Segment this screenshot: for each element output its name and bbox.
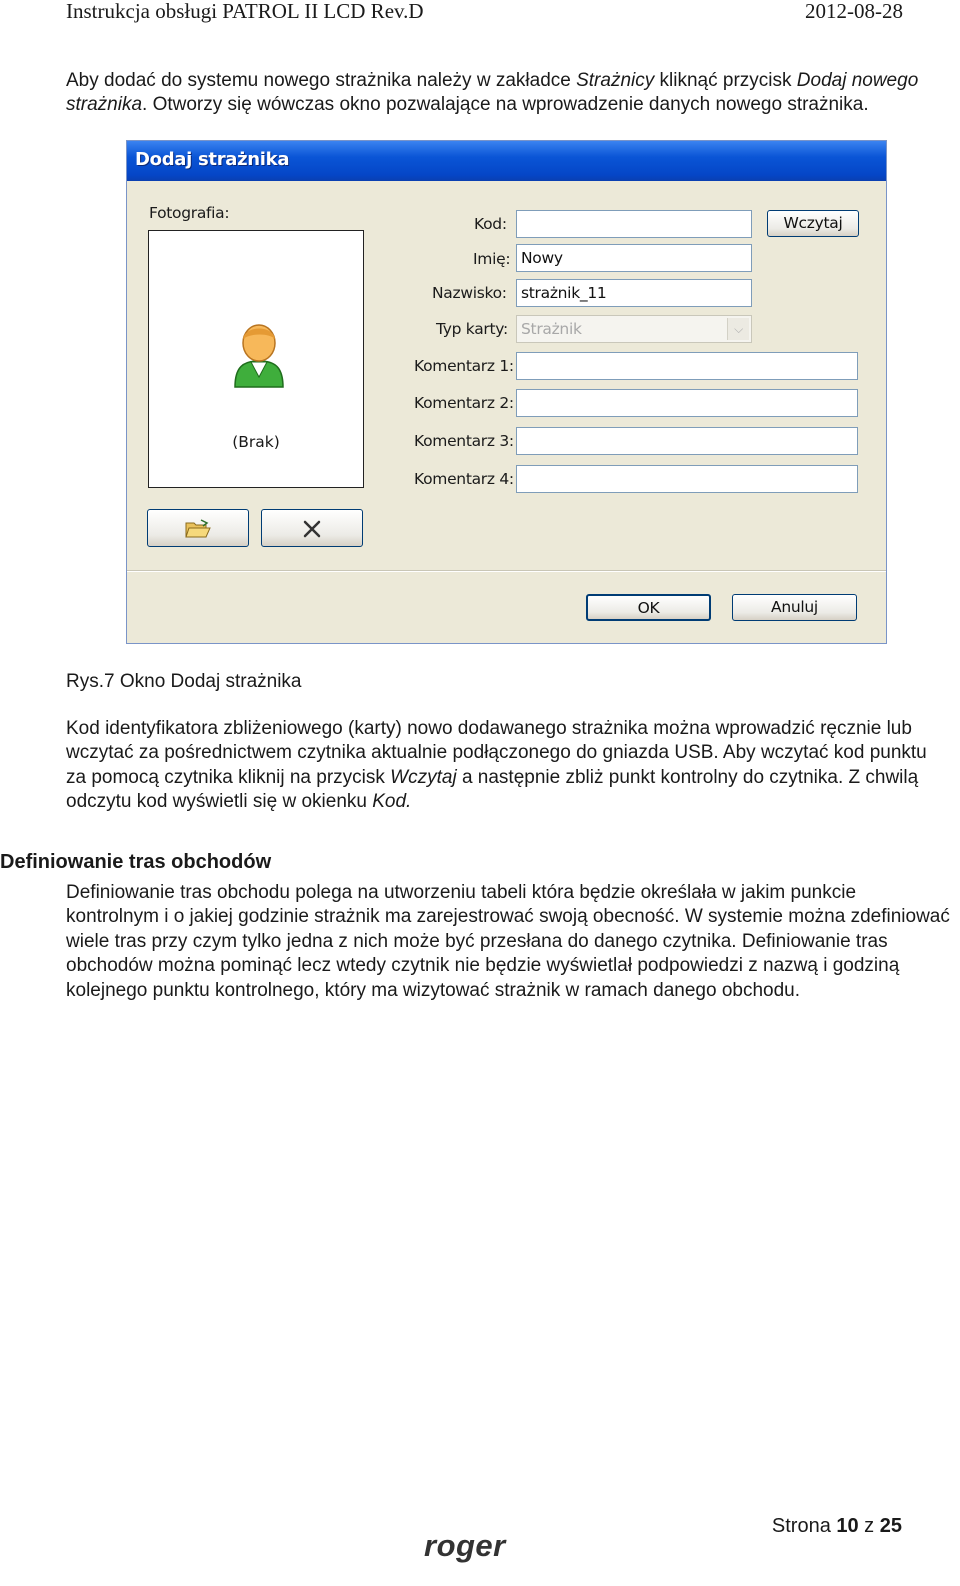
- section-heading: Definiowanie tras obchodów: [0, 851, 272, 873]
- body-text-1: Kod identyfikatora zbliżeniowego (karty) nowo dodawanego strażnika można wprowadzić ręcznie lub wczytać za pośrednictwem czytnika aktualnie podłączonego do gniazda USB. Aby wczytać kod punktu za pomocą czytnika kliknij na przycisk: [66, 718, 927, 788]
- dialog-separator: [127, 570, 886, 572]
- intro-text-1: Aby dodać do systemu nowego strażnika należy w zakładce: [66, 70, 577, 91]
- nazwisko-field[interactable]: strażnik_11: [516, 279, 752, 307]
- folder-open-icon: [185, 519, 211, 539]
- section-paragraph: Definiowanie tras obchodu polega na utworzeniu tabeli która będzie określała w jakim punkcie kontrolnym i o jakiej godzinie strażnik ma zarejestrować swoją obecność. W systemie można zdefiniować wiele tras przy czym tylko jedna z nich może być przesłana do danego czytnika. Definiowanie tras obchodów można pominąć lecz wtedy czytnik nie będzie wyświetlał podpowiedzi z nazwą i godziną kolejnego punktu kontrolnego, który ma wizytować strażnik w ramach danego obchodu.: [66, 882, 950, 1001]
- body-kod-ref: Kod.: [372, 791, 412, 813]
- kod-label: Kod:: [474, 215, 507, 233]
- typ-karty-value: Strażnik: [521, 320, 582, 338]
- page-number: [772, 1514, 902, 1538]
- chevron-down-icon: ⌵: [727, 318, 749, 340]
- komentarz-4-label: Komentarz 4:: [414, 470, 514, 488]
- intro-text-3: . Otworzy się wówczas okno pozwalające na wprowadzenie danych nowego strażnika.: [142, 94, 869, 116]
- ok-button[interactable]: OK: [586, 594, 711, 621]
- body-wczytaj-ref: Wczytaj: [390, 766, 457, 788]
- add-guard-dialog: [126, 140, 887, 644]
- komentarz-1-label: Komentarz 1:: [414, 357, 514, 375]
- komentarz-2-field[interactable]: [516, 389, 858, 417]
- delete-photo-button[interactable]: [261, 509, 363, 547]
- dialog-title: Dodaj strażnika: [135, 149, 290, 170]
- user-icon: [229, 319, 289, 391]
- nazwisko-label: Nazwisko:: [432, 284, 507, 302]
- komentarz-2-label: Komentarz 2:: [414, 394, 514, 412]
- intro-text-2: kliknąć przycisk: [654, 70, 797, 91]
- komentarz-1-field[interactable]: [516, 352, 858, 380]
- page-current: 10: [836, 1515, 859, 1537]
- figure-caption: Rys.7 Okno Dodaj strażnika: [66, 671, 302, 692]
- intro-paragraph: [66, 69, 950, 118]
- x-icon: [302, 519, 322, 539]
- photo-label: Fotografia:: [149, 204, 230, 222]
- photo-placeholder: (Brak): [232, 433, 280, 451]
- body-paragraph: [66, 717, 950, 815]
- imie-label: Imię:: [473, 250, 511, 268]
- header-title: Instrukcja obsługi PATROL II LCD Rev.D: [66, 0, 424, 23]
- open-photo-button[interactable]: [147, 509, 249, 547]
- komentarz-3-label: Komentarz 3:: [414, 432, 514, 450]
- komentarz-3-field[interactable]: [516, 427, 858, 455]
- intro-tab-name: Strażnicy: [576, 70, 655, 91]
- page-separator: z: [858, 1515, 880, 1537]
- komentarz-4-field[interactable]: [516, 465, 858, 493]
- typ-karty-label: Typ karty:: [436, 320, 508, 338]
- header-date: 2012-08-28: [805, 0, 903, 23]
- brand-logo: roger: [424, 1528, 506, 1563]
- page-total: 25: [879, 1515, 902, 1537]
- photo-frame: [148, 230, 364, 488]
- wczytaj-button[interactable]: Wczytaj: [767, 210, 859, 237]
- dialog-titlebar: [127, 141, 886, 181]
- intro-button-name: Dodaj nowego strażnika: [66, 70, 919, 116]
- body-text-2: a następnie zbliż punkt kontrolny do czytnika. Z chwilą odczytu kod wyświetli się w okienku: [66, 766, 919, 813]
- kod-field[interactable]: [516, 210, 752, 238]
- imie-field[interactable]: Nowy: [516, 244, 752, 272]
- cancel-button[interactable]: Anuluj: [732, 594, 857, 621]
- page-prefix: Strona: [771, 1515, 837, 1537]
- typ-karty-select[interactable]: [516, 315, 752, 343]
